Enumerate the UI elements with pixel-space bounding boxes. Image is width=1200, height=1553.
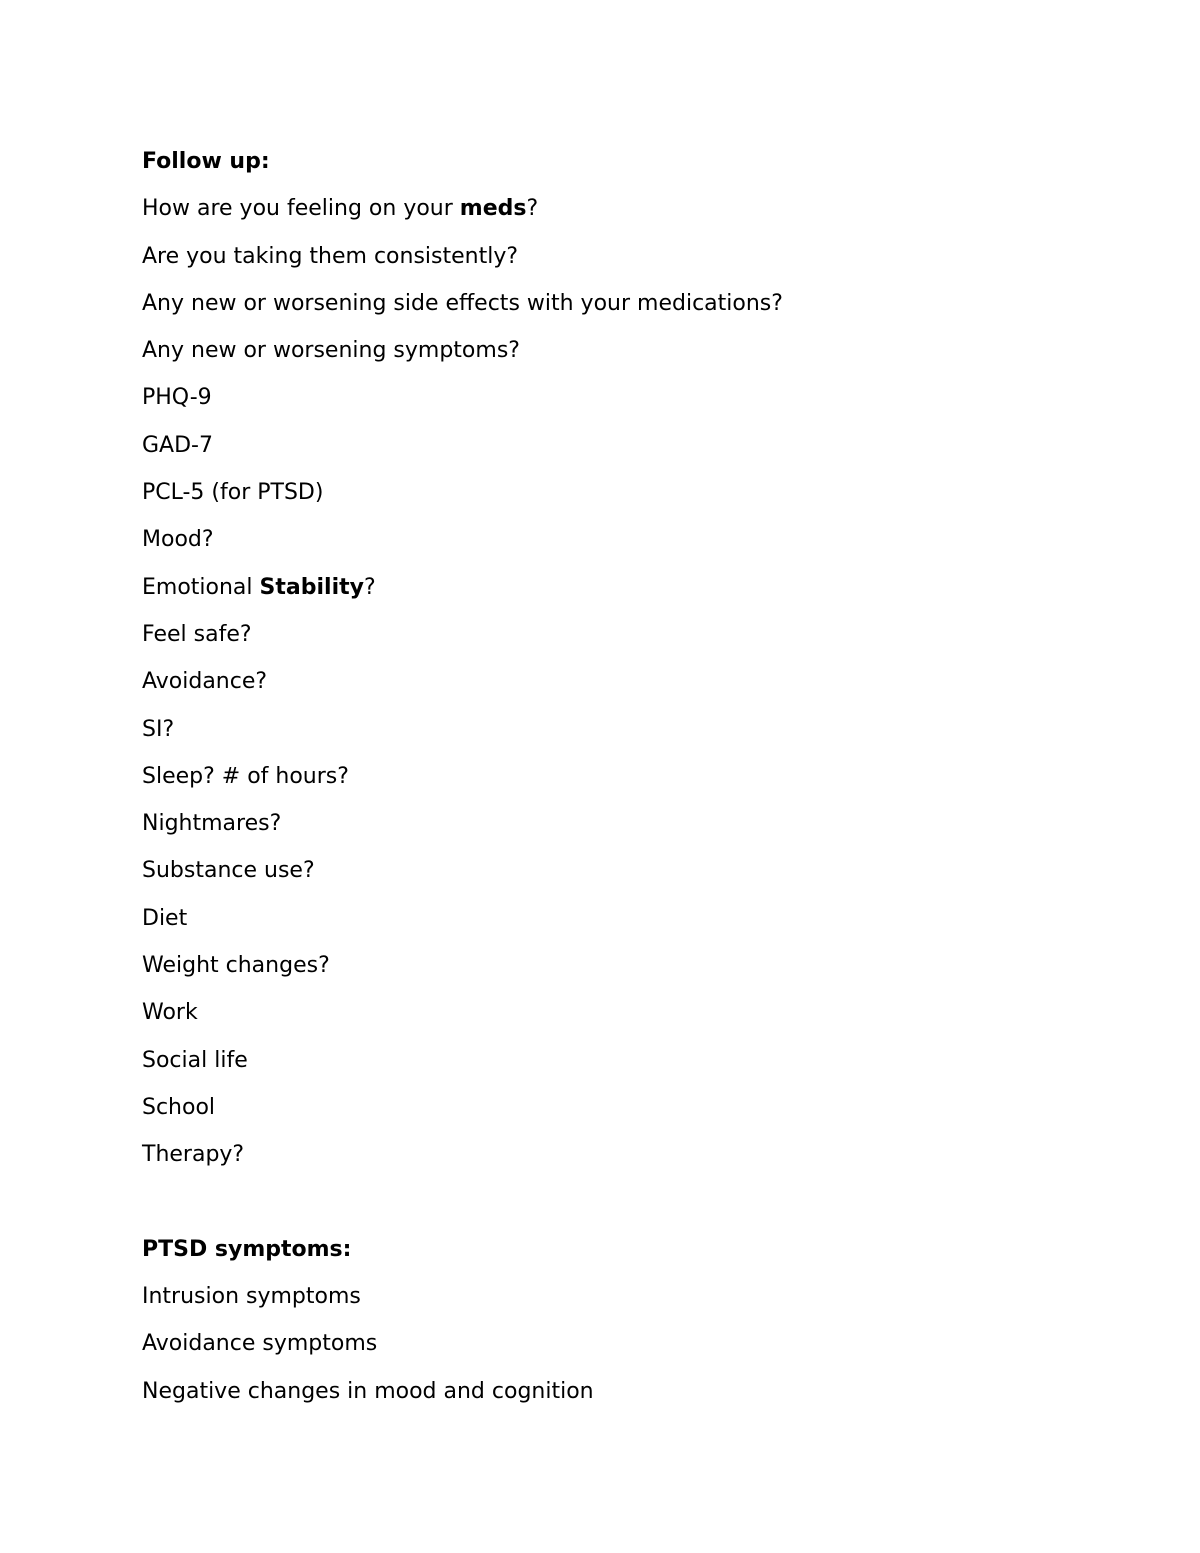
document-line — [142, 895, 1102, 942]
text-run: Social life — [142, 1047, 248, 1073]
document-line — [142, 989, 1102, 1036]
document-line — [142, 564, 1102, 611]
document-line — [142, 233, 1102, 280]
document-line — [142, 800, 1102, 847]
document-line — [142, 469, 1102, 516]
document-line — [142, 706, 1102, 753]
document-line — [142, 516, 1102, 563]
text-run: Negative changes in mood and cognition — [142, 1378, 594, 1404]
text-run: Emotional — [142, 574, 260, 600]
text-run: Nightmares? — [142, 811, 282, 837]
document-line — [142, 658, 1102, 705]
document-line — [142, 847, 1102, 894]
text-run: PHQ-9 — [142, 385, 212, 411]
text-run: Intrusion symptoms — [142, 1284, 361, 1310]
text-run: Feel safe? — [142, 621, 252, 647]
document-line — [142, 1273, 1102, 1320]
document-line — [142, 1037, 1102, 1084]
text-run: Are you taking them consistently? — [142, 243, 519, 269]
section-spacer — [142, 1179, 1102, 1226]
text-run: GAD-7 — [142, 432, 213, 458]
document-line — [142, 753, 1102, 800]
text-run: ? — [363, 574, 376, 600]
document-line — [142, 611, 1102, 658]
document-line — [142, 1320, 1102, 1367]
text-run: SI? — [142, 716, 175, 742]
text-run: Diet — [142, 905, 188, 931]
bold-text-run: Stability — [259, 574, 364, 600]
text-run: School — [142, 1094, 216, 1120]
document-line — [142, 1084, 1102, 1131]
document-line — [142, 327, 1102, 374]
bold-text-run: meds — [459, 196, 527, 222]
text-run: Substance use? — [142, 858, 315, 884]
document-line — [142, 1131, 1102, 1178]
section-heading: Follow up: — [142, 149, 270, 174]
text-run: How are you feeling on your — [142, 196, 460, 222]
section-heading: PTSD symptoms: — [142, 1236, 352, 1262]
document-body — [142, 138, 1102, 1415]
text-run: Any new or worsening symptoms? — [142, 338, 520, 364]
document-line — [142, 422, 1102, 469]
text-run: Therapy? — [142, 1142, 245, 1168]
document-line — [142, 1368, 1102, 1415]
text-run: Mood? — [142, 527, 214, 553]
text-run: Any new or worsening side effects with your medications? — [142, 290, 783, 316]
text-run: Work — [142, 1000, 198, 1026]
document-line — [142, 185, 1102, 232]
text-run: Avoidance? — [142, 669, 268, 695]
document-line — [142, 280, 1102, 327]
document-line — [142, 374, 1102, 421]
text-run: Weight changes? — [142, 953, 330, 979]
text-run: Avoidance symptoms — [142, 1331, 378, 1357]
text-run: ? — [526, 196, 539, 222]
text-run: Sleep? # of hours? — [142, 763, 349, 789]
text-run: PCL-5 (for PTSD) — [142, 480, 324, 506]
document-line — [142, 942, 1102, 989]
